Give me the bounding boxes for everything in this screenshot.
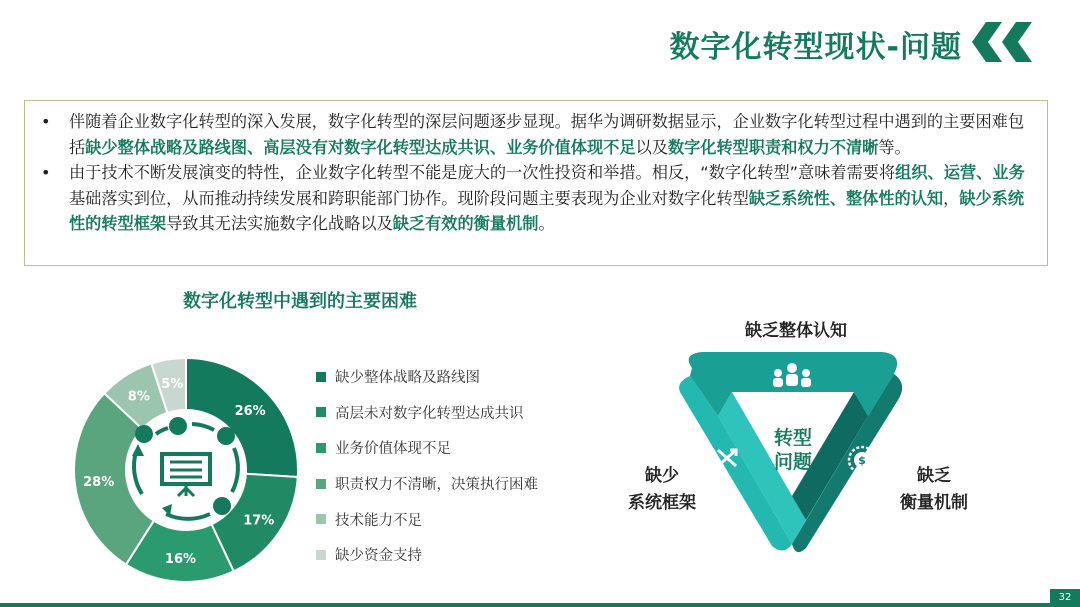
diagram-label-left bbox=[628, 463, 696, 517]
svg-text:$: $ bbox=[858, 454, 866, 467]
text: 伴随着企业数字化转型的深入发展，数字化转型的深层问题逐步显现。据华为调研数据显示，企业数字化转型过程中遇到的主要困难包括 bbox=[69, 112, 1025, 157]
highlight: 缺少系统性的转型框架 bbox=[69, 188, 1025, 233]
diagram-label-right bbox=[900, 463, 968, 517]
legend-label: 缺少整体战略及路线图 bbox=[335, 370, 480, 387]
bullet-dot: • bbox=[41, 112, 51, 131]
bottom-accent-bar bbox=[0, 603, 1080, 607]
legend-swatch bbox=[316, 479, 326, 489]
highlight: 缺乏有效的衡量机制 bbox=[392, 214, 539, 233]
transformation-triangle-diagram bbox=[672, 348, 912, 558]
donut-chart bbox=[71, 355, 301, 585]
highlight: 、 bbox=[927, 163, 944, 182]
legend-swatch bbox=[316, 443, 326, 453]
legend-swatch bbox=[316, 514, 326, 524]
legend-swatch bbox=[316, 372, 326, 382]
page-title: 数字化转型现状-问题 bbox=[669, 30, 962, 65]
diagram-label-left-line-2: 系统框架 bbox=[628, 493, 696, 513]
legend-label: 缺少资金支持 bbox=[335, 548, 422, 565]
body-text-box bbox=[24, 100, 1048, 266]
text: 。 bbox=[538, 214, 555, 233]
slice-label: 8% bbox=[127, 389, 150, 405]
highlight: 业务价值体现不足 bbox=[506, 137, 636, 157]
slice-label: 28% bbox=[83, 475, 115, 491]
legend-item bbox=[316, 430, 538, 466]
diagram-label-right-line-2: 衡量机制 bbox=[900, 493, 968, 513]
highlight: 运营 bbox=[943, 163, 977, 182]
highlight: 缺少整体战略及路线图 bbox=[85, 137, 248, 157]
legend-item bbox=[316, 537, 538, 573]
highlight: 数字化转型职责和权力不清晰 bbox=[667, 137, 879, 157]
slice-label: 5% bbox=[161, 377, 184, 393]
chart-title: 数字化转型中遇到的主要困难 bbox=[183, 291, 417, 312]
legend-swatch bbox=[316, 407, 326, 417]
text: 等。 bbox=[878, 137, 911, 157]
highlight: 组织 bbox=[895, 163, 928, 182]
slice-label: 17% bbox=[243, 513, 275, 529]
bullet-dot: • bbox=[41, 163, 51, 182]
legend-label: 技术能力不足 bbox=[335, 512, 422, 529]
legend-label: 高层未对数字化转型达成共识 bbox=[335, 405, 524, 422]
double-chevron-left-icon bbox=[972, 22, 1036, 62]
diagram-center-line-2: 问题 bbox=[773, 451, 813, 473]
diagram-center-line-1: 转型 bbox=[773, 427, 813, 449]
legend-label: 职责权力不清晰，决策执行困难 bbox=[335, 477, 538, 494]
legend-item bbox=[316, 359, 538, 395]
text: 由于技术不断发展演变的特性，企业数字化转型不能是庞大的一次性投资和举措。相反，“数字化转型”意味着需要将 bbox=[69, 163, 896, 182]
diagram-label-left-line-1: 缺少 bbox=[645, 466, 679, 486]
highlight: 、 bbox=[489, 137, 507, 157]
diagram-label-top: 缺乏整体认知 bbox=[745, 321, 847, 341]
presentation-cycle-icon bbox=[132, 417, 238, 519]
diagram-label-right-line-1: 缺乏 bbox=[917, 466, 951, 486]
legend-item bbox=[316, 466, 538, 502]
text: 基础落实到位，从而推动持续发展和跨职能部门协作。现阶段问题主要表现为企业对数字化转型 bbox=[69, 188, 749, 208]
highlight: 缺乏系统性、整体性的认知 bbox=[748, 188, 944, 208]
slice-label: 26% bbox=[234, 403, 266, 419]
highlight: 、 bbox=[247, 137, 264, 157]
legend-swatch bbox=[316, 550, 326, 560]
highlight: 、 bbox=[976, 163, 993, 182]
legend-label: 业务价值体现不足 bbox=[335, 441, 451, 458]
slice-label: 16% bbox=[164, 551, 197, 567]
bullet-paragraph-2 bbox=[39, 160, 1033, 237]
text: 导致其无法实施数字化战略以及 bbox=[166, 214, 393, 233]
bullet-paragraph-1 bbox=[39, 109, 1033, 160]
legend-item bbox=[316, 395, 538, 431]
page-number: 32 bbox=[1050, 589, 1080, 607]
highlight: 高层没有对数字化转型达成共识 bbox=[263, 137, 490, 157]
text: ， bbox=[943, 188, 960, 208]
text: 以及 bbox=[635, 137, 668, 157]
highlight: 业务 bbox=[992, 163, 1025, 182]
chart-legend bbox=[316, 359, 538, 573]
legend-item bbox=[316, 501, 538, 537]
